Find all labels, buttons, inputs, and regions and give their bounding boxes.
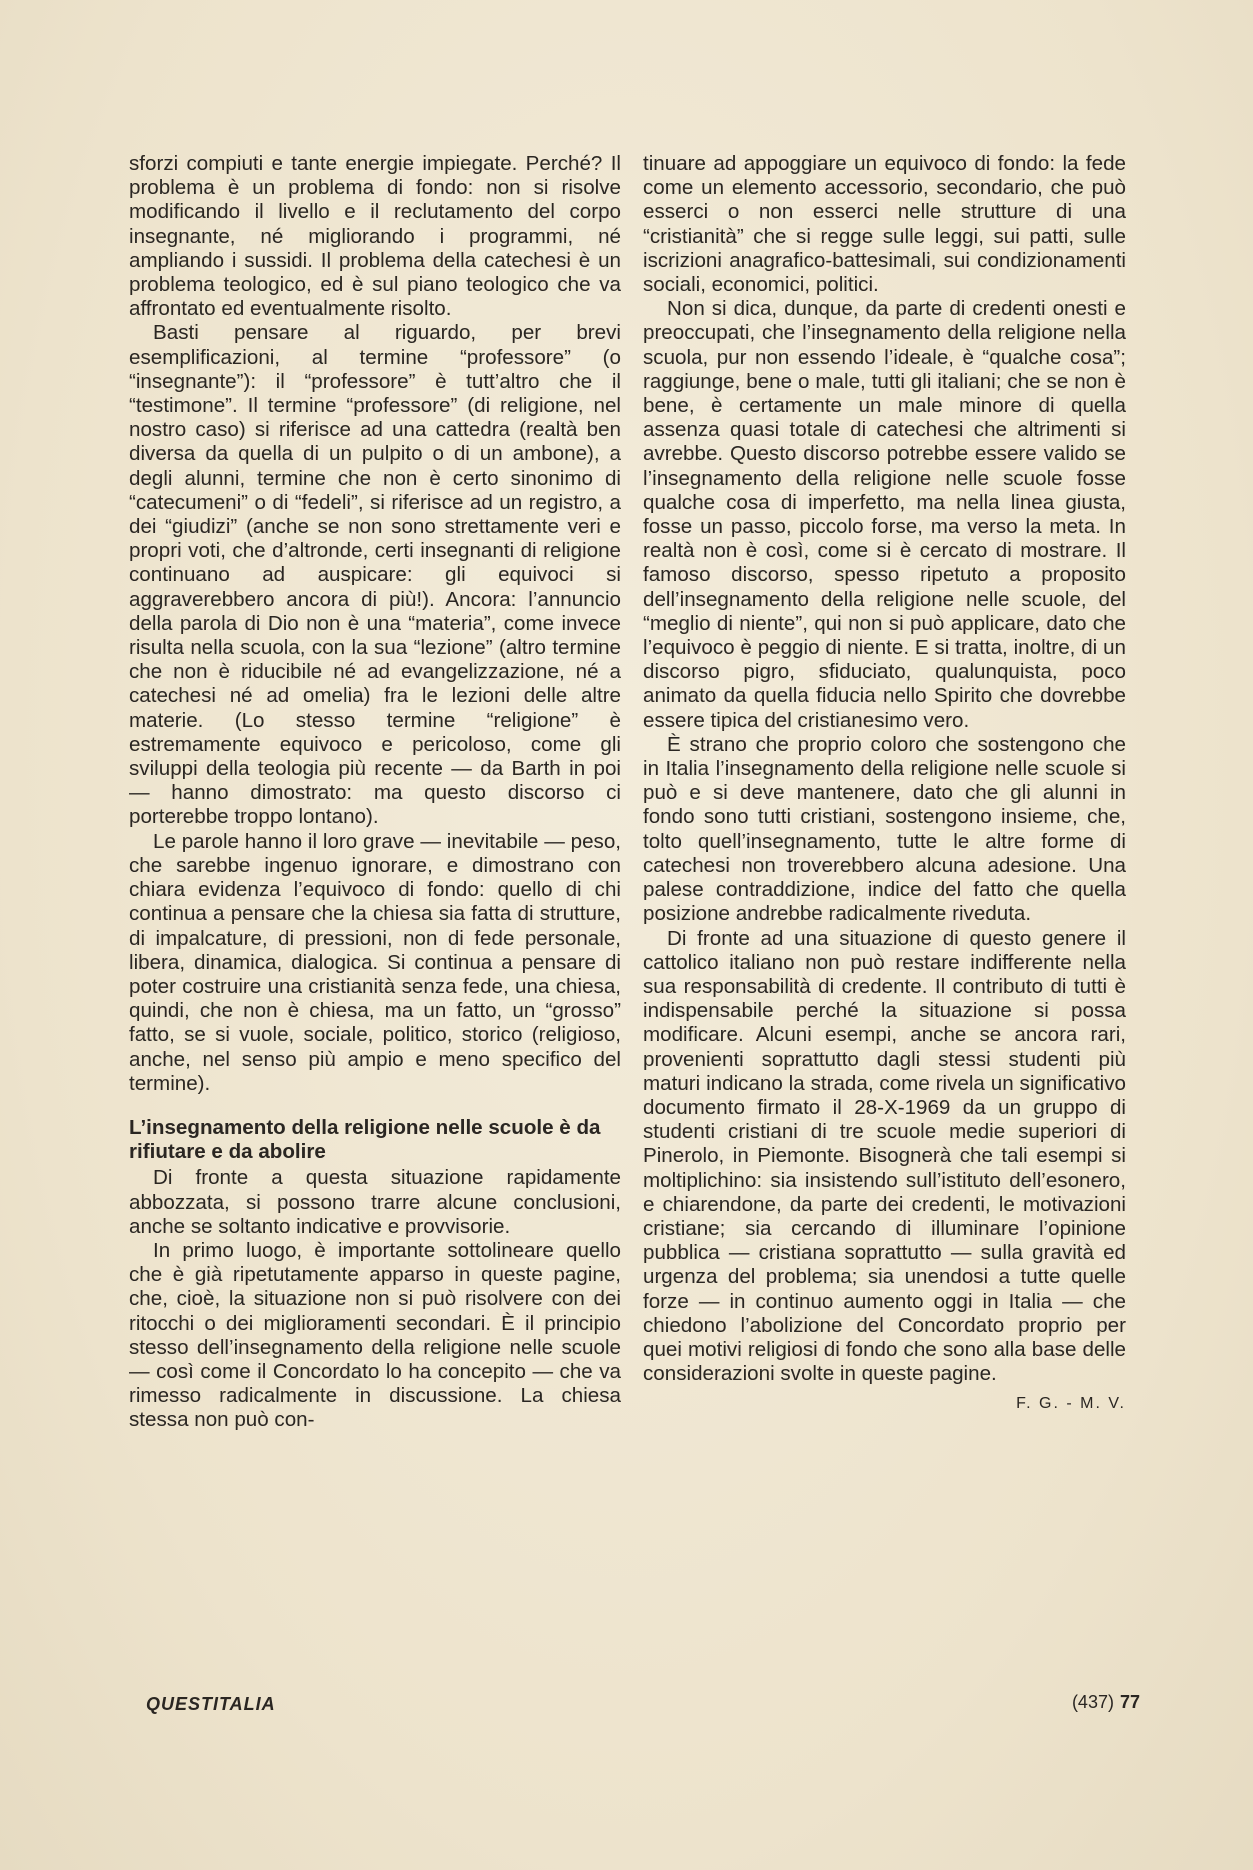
right-paragraph-3: È strano che proprio coloro che sostengono che in Italia l’insegnamento della religione nelle scuole si può e si deve mantenere, dato che gli alunni in fondo sono tutti cristiani, sostengono insieme, che, tolto quell’insegnamento, tutte le altre forme di catechesi non troverebbero alcuna adesione. Una palese contraddizione, indice del fatto che quella posizione andrebbe radicalmente riveduta. — [643, 732, 1126, 926]
issue-page-number: (437) — [1071, 1692, 1114, 1712]
right-paragraph-1: tinuare ad appoggiare un equivoco di fondo: la fede come un elemento accessorio, secondario, che può esserci o non esserci nelle strutture di una “cristianità” che si regge sulle leggi, sui patti, sulle iscrizioni anagrafico-battesimali, sui condizionamenti sociali, economici, politici. — [643, 152, 1126, 297]
right-column — [643, 152, 1126, 1417]
author-signature: F. G. - M. V. — [1016, 1395, 1126, 1413]
left-paragraph-4: Di fronte a questa situazione rapidamente abbozzata, si possono trarre alcune conclusioni, anche se soltanto indicative e provvisorie. — [129, 1166, 621, 1238]
section-heading: L’insegnamento della religione nelle scuole è da rifiutare e da abolire — [129, 1115, 601, 1164]
right-paragraph-4: Di fronte ad una situazione di questo genere il cattolico italiano non può restare indifferente nella sua responsabilità di credente. Il contributo di tutti è indispensabile perché la situazione si possa modificare. Alcuni esempi, anche se ancora rari, provenienti soprattutto dagli stessi studenti più maturi indicano la strada, come rivela un significativo documento firmato il 28-X-1969 da un gruppo di studenti cristiani di tre scuole medie superiori di Pinerolo, in Piemonte. Bisognerà che tali esempi si moltiplichino: sia insistendo sull’istituto dell’esonero, e chiarendone, da parte dei credenti, le motivazioni cristiane; sia cercando di illuminare l’opinione pubblica — cristiana soprattutto — sulla gravità ed urgenza del problema; sia unendosi a tutte quelle forze — in continuo aumento oggi in Italia — che chiedono l’abolizione del Concordato proprio per quei motivi religiosi di fondo che sono alla base delle considerazioni svolte in queste pagine. — [643, 926, 1126, 1386]
left-paragraph-5: In primo luogo, è importante sottolineare quello che è già ripetutamente apparso in queste pagine, che, cioè, la situazione non si può risolvere con dei ritocchi o dei miglioramenti secondari. È il principio stesso dell’insegnamento della religione nelle scuole — così come il Concordato lo ha concepito — che va rimesso radicalmente in discussione. La chiesa stessa non può con- — [129, 1238, 621, 1432]
page-number: 77 — [1119, 1692, 1140, 1712]
left-paragraph-3: Le parole hanno il loro grave — inevitabile — peso, che sarebbe ingenuo ignorare, e dimostrano con chiara evidenza l’equivoco di fondo: quello di chi continua a pensare che la chiesa sia fatta di strutture, di impalcature, di pressioni, non di fede personale, libera, dinamica, dialogica. Si continua a pensare di poter costruire una cristianità senza fede, una chiesa, quindi, che non è chiesa, ma un fatto, un “grosso” fatto, se si vuole, sociale, politico, storico (religioso, anche, nel senso più ampio e meno specifico del termine). — [129, 829, 621, 1095]
page-number-block — [1072, 1692, 1140, 1713]
left-column — [129, 152, 621, 1433]
magazine-title: QUESTITALIA — [146, 1694, 276, 1714]
left-paragraph-2: Basti pensare al riguardo, per brevi esemplificazioni, al termine “professore” (o “insegnante”): il “professore” è tutt’altro che il “testimone”. Il termine “professore” (di religione, nel nostro caso) si riferisce ad una cattedra (realtà ben diversa da quella di un pulpito o di un ambone), a degli alunni, termine che non è certo sinonimo di “catecumeni” o di “fedeli”, si riferisce ad un registro, a dei “giudizi” (anche se non sono strettamente veri e propri voti, che d’altronde, certi insegnanti di religione continuano ad auspicare: gli equivoci si aggraverebbero ancora di più!). Ancora: l’annuncio della parola di Dio non è una “materia”, come invece risulta nella scuola, con la sua “lezione” (altro termine che non è riducibile né ad evangelizzazione, né a catechesi né ad omelia) fra le lezioni delle altre materie. (Lo stesso termine “religione” è estremamente equivoco e pericoloso, come gli sviluppi della teologia più recente — da Barth in poi — hanno dimostrato: ma questo discorso ci porterebbe troppo lontano). — [129, 321, 621, 829]
right-paragraph-2: Non si dica, dunque, da parte di credenti onesti e preoccupati, che l’insegnamento della religione nella scuola, pur non essendo l’ideale, è “qualche cosa”; raggiunge, bene o male, tutti gli italiani; che se non è bene, è certamente un male minore di quella assenza quasi totale di catechesi che altrimenti si avrebbe. Questo discorso potrebbe essere valido se l’insegnamento della religione nelle scuole fosse qualche cosa di imperfetto, ma nella linea giusta, fosse un passo, piccolo forse, ma verso la meta. In realtà non è così, come si è cercato di mostrare. Il famoso discorso, spesso ripetuto a proposito dell’insegnamento della religione nelle scuole, del “meglio di niente”, qui non si può applicare, dato che l’equivoco è peggio di niente. E si tratta, inoltre, di un discorso pigro, sfiduciato, qualunquista, poco animato da quella fiducia nello Spirito che dovrebbe essere tipica del cristianesimo vero. — [643, 297, 1126, 732]
left-paragraph-1: sforzi compiuti e tante energie impiegate. Perché? Il problema è un problema di fondo: non si risolve modificando il livello e il reclutamento del corpo insegnante, né migliorando i programmi, né ampliando i sussidi. Il problema della catechesi è un problema teologico, ed è sul piano teologico che va affrontato ed eventualmente risolto. — [129, 152, 621, 321]
